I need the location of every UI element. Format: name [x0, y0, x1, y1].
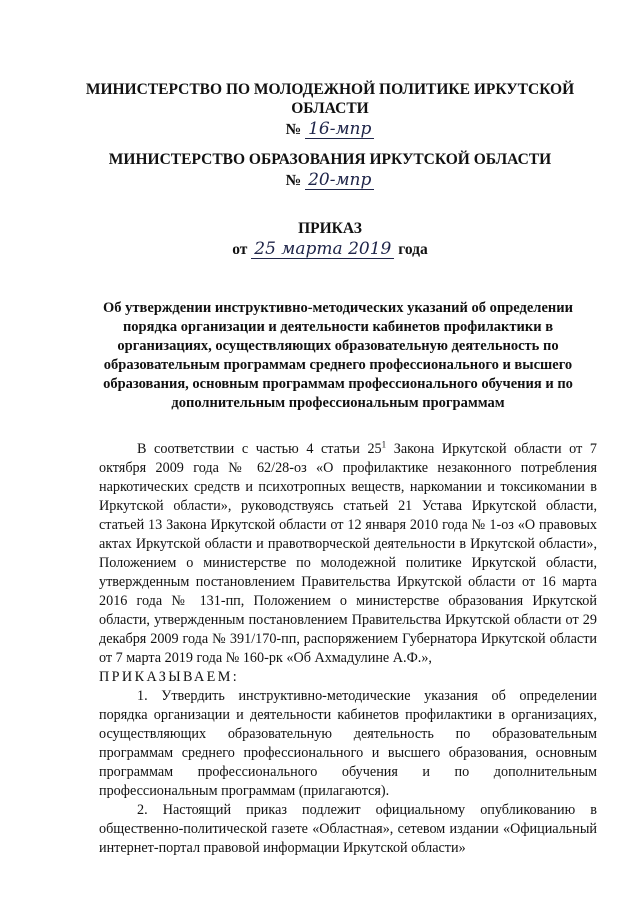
ministry-education-header: [60, 150, 600, 190]
ministry-youth-number: 16-мпр: [305, 121, 374, 139]
article-superscript: 1: [381, 439, 387, 450]
ministry-youth-name: МИНИСТЕРСТВО ПО МОЛОДЕЖНОЙ ПОЛИТИКЕ ИРКУТСКОЙ ОБЛАСТИ: [85, 81, 575, 117]
order-body: [99, 440, 597, 858]
preamble-paragraph: [99, 440, 597, 668]
order-label: ПРИКАЗ: [298, 220, 362, 237]
number-sign: №: [285, 172, 302, 189]
ministry-education-number-line: [60, 171, 600, 190]
preamble-text-a: В соответствии с частью 4 статьи 25: [137, 441, 382, 457]
clause-2: 2. Настоящий приказ подлежит официальному опубликованию в общественно-политической газете «Областная», сетевом издании «Официальный интернет-портал правовой информации Иркутской области»: [99, 802, 597, 856]
order-date-line: [60, 240, 600, 259]
clause-1: 1. Утвердить инструктивно-методические указания об определении порядка организации и деятельности кабинетов профилактики в организациях, осуществляющих образовательную деятельность по образовательным программам среднего профессионального и высшего образования, основным программам профессионального обучения и по дополнительным профессиональным программам (прилагаются).: [99, 688, 597, 799]
ministry-education-name: МИНИСТЕРСТВО ОБРАЗОВАНИЯ ИРКУТСКОЙ ОБЛАСТИ: [108, 151, 552, 168]
ministry-education-number: 20-мпр: [305, 172, 374, 190]
order-header: [60, 219, 600, 259]
ministry-youth-header: [60, 80, 600, 139]
date-prefix: от: [232, 241, 248, 258]
command-line: ПРИКАЗЫВАЕМ:: [99, 669, 240, 685]
ministry-youth-number-line: [60, 120, 600, 139]
order-date: 25 марта 2019: [251, 241, 394, 259]
number-sign: №: [285, 121, 302, 138]
preamble-text-b: Закона Иркутской области от 7 октября 2009 года № 62/28-оз «О профилактике незаконного потребления наркотических средств и психотропных веществ, наркомании и токсикомании в Иркутской области», руководствуясь статьей 21 Устава Иркутской области, статьей 13 Закона Иркутской области от 12 января 2010 года № 1-оз «О правовых актах Иркутской области и правотворческой деятельности в Иркутской области», Положением о министерстве по молодежной политике Иркутской области, утвержденным постановлением Правительства Иркутской области от 16 марта 2016 года № 131-пп, Положением о министерстве образования Иркутской области, утвержденным постановлением Правительства Иркутской области от 29 декабря 2009 года № 391/170-пп, распоряжением Губернатора Иркутской области от 7 марта 2019 года № 160-рк «Об Ахмадулине А.Ф.»,: [99, 441, 597, 666]
date-suffix: года: [398, 241, 428, 258]
order-title: Об утверждении инструктивно-методических указаний об определении порядка организации и деятельности кабинетов профилактики в организациях, осуществляющих образовательную деятельность по образовательным программам среднего профессионального и высшего образования, основным программам профессионального обучения и по дополнительным профессиональным программам: [103, 300, 573, 411]
